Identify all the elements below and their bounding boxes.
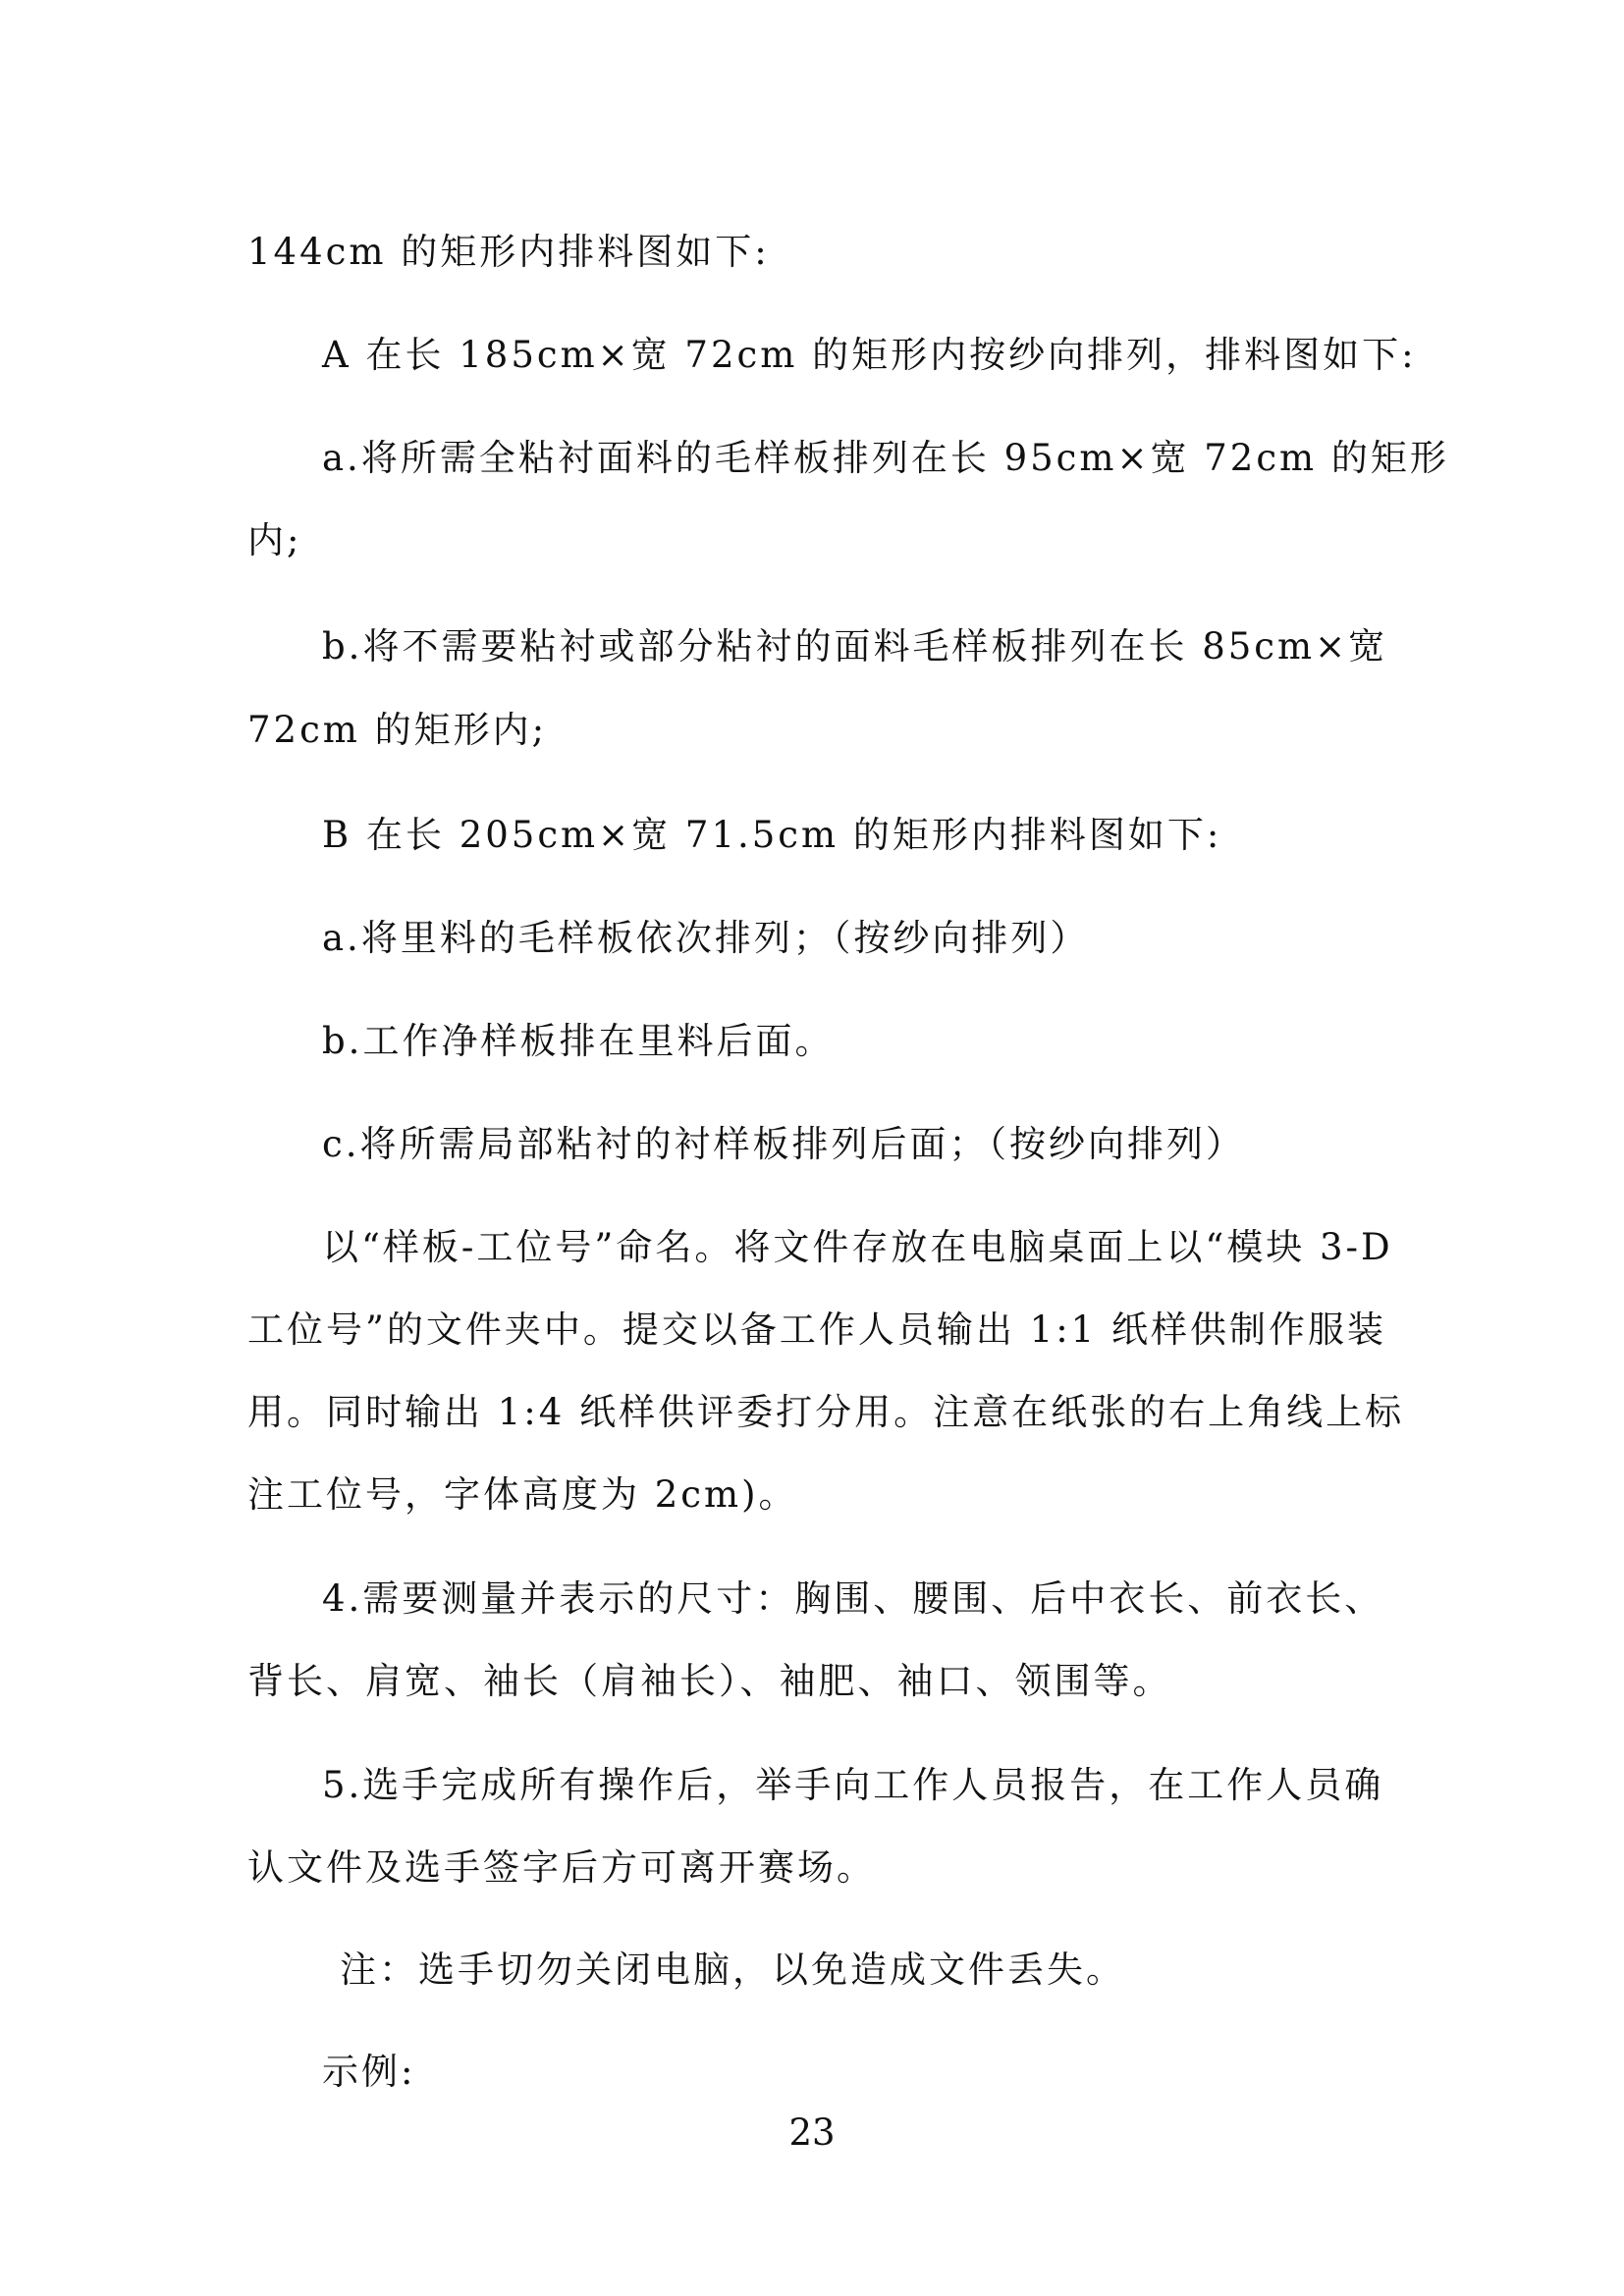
paragraph-line: 工位号”的文件夹中。提交以备工作人员输出 1:1 纸样供制作服装 xyxy=(247,1308,1386,1351)
paragraph-line: a.将所需全粘衬面料的毛样板排列在长 95cm×宽 72cm 的矩形 xyxy=(322,437,1449,479)
paragraph-line: A 在长 185cm×宽 72cm 的矩形内按纱向排列，排料图如下: xyxy=(322,334,1417,376)
paragraph-line: 72cm 的矩形内; xyxy=(247,709,548,751)
note-line: 注：选手切勿关闭电脑，以免造成文件丢失。 xyxy=(340,1949,1125,1991)
paragraph-line: 认文件及选手签字后方可离开赛场。 xyxy=(247,1846,876,1889)
paragraph-line: 注工位号，字体高度为 2cm)。 xyxy=(247,1473,798,1516)
page-number: 23 xyxy=(788,2111,836,2154)
paragraph-line: 以“样板-工位号”命名。将文件存放在电脑桌面上以“模块 3-D xyxy=(322,1226,1393,1268)
paragraph-line: 4.需要测量并表示的尺寸：胸围、腰围、后中衣长、前衣长、 xyxy=(322,1577,1384,1620)
paragraph-line: b.工作净样板排在里料后面。 xyxy=(322,1020,835,1062)
paragraph-line: 144cm 的矩形内排料图如下: xyxy=(247,231,770,273)
paragraph-line: 用。同时输出 1:4 纸样供评委打分用。注意在纸张的右上角线上标 xyxy=(247,1391,1405,1433)
paragraph-line: B 在长 205cm×宽 71.5cm 的矩形内排料图如下: xyxy=(322,814,1222,856)
paragraph-line: a.将里料的毛样板依次排列；（按纱向排列） xyxy=(322,917,1090,959)
paragraph-line: c.将所需局部粘衬的衬样板排列后面；（按纱向排列） xyxy=(322,1123,1245,1165)
paragraph-line: 内; xyxy=(247,519,302,561)
paragraph-line: 5.选手完成所有操作后，举手向工作人员报告，在工作人员确 xyxy=(322,1764,1384,1806)
paragraph-line: b.将不需要粘衬或部分粘衬的面料毛样板排列在长 85cm×宽 xyxy=(322,625,1388,667)
example-label: 示例: xyxy=(322,2051,416,2093)
paragraph-line: 背长、肩宽、袖长（肩袖长）、袖肥、袖口、领围等。 xyxy=(247,1660,1172,1702)
